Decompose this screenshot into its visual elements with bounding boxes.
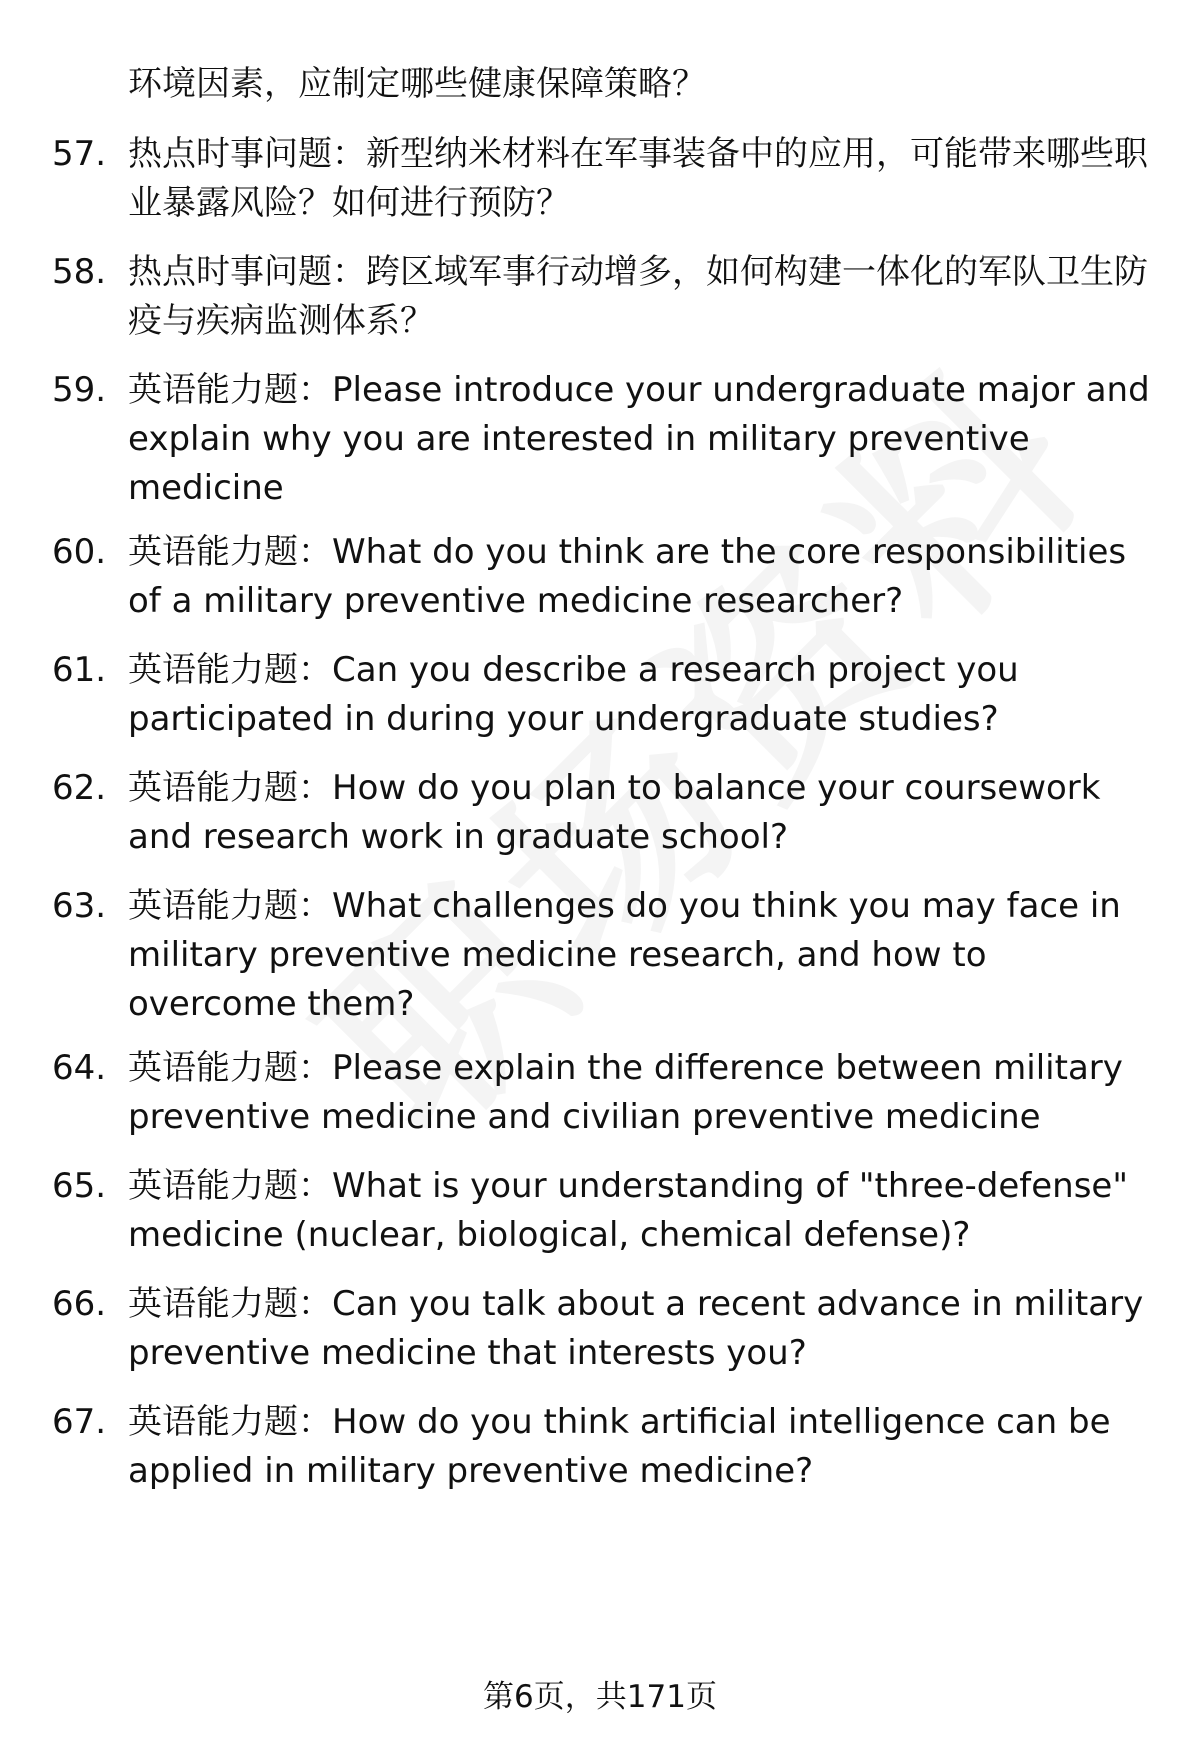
question-text: 英语能力题：Can you talk about a recent advance in military preventive medicine that interests you? [128, 1284, 1144, 1373]
question-item [52, 1044, 1162, 1142]
question-item [52, 528, 1162, 626]
question-number: 64. [52, 1048, 107, 1088]
question-item [52, 764, 1162, 862]
question-text: 热点时事问题：跨区域军事行动增多，如何构建一体化的军队卫生防疫与疾病监测体系？ [128, 252, 1148, 341]
question-number: 65. [52, 1166, 107, 1206]
question-item [52, 1162, 1162, 1260]
question-text: 英语能力题：How do you plan to balance your coursework and research work in graduate school? [128, 768, 1101, 857]
question-text: 英语能力题：Please explain the difference between military preventive medicine and civilian preventive medicine [128, 1048, 1123, 1137]
question-number: 67. [52, 1402, 107, 1442]
question-item [52, 1280, 1162, 1378]
question-item [52, 248, 1162, 346]
question-number: 66. [52, 1284, 107, 1324]
question-text: 英语能力题：How do you think artificial intelligence can be applied in military preventive medicine? [128, 1402, 1111, 1491]
question-text: 英语能力题：What is your understanding of "three-defense" medicine (nuclear, biological, chemical defense)? [128, 1166, 1128, 1255]
question-text: 英语能力题：What challenges do you think you may face in military preventive medicine research, and how to overcome them? [128, 886, 1121, 1024]
question-number: 61. [52, 650, 107, 690]
question-number: 60. [52, 532, 107, 572]
question-number: 59. [52, 370, 107, 410]
question-item [52, 646, 1162, 744]
question-number: 62. [52, 768, 107, 808]
question-number: 58. [52, 252, 107, 292]
question-item [52, 1398, 1162, 1496]
question-number: 63. [52, 886, 107, 926]
question-text: 英语能力题：What do you think are the core responsibilities of a military preventive medicine researcher? [128, 532, 1127, 621]
page-footer: 第6页，共171页 [483, 1679, 717, 1715]
question-item [52, 130, 1162, 228]
question-text: 热点时事问题：新型纳米材料在军事装备中的应用，可能带来哪些职业暴露风险？如何进行预防？ [128, 134, 1148, 223]
question-number: 57. [52, 134, 107, 174]
question-text: 英语能力题：Can you describe a research project you participated in during your undergraduate studies? [128, 650, 1019, 739]
question-item [52, 882, 1162, 1029]
question-item [52, 366, 1162, 513]
continuation-text: 环境因素，应制定哪些健康保障策略？ [128, 64, 706, 104]
question-text: 英语能力题：Please introduce your undergraduate major and explain why you are interested in military preventive medicine [128, 370, 1150, 508]
